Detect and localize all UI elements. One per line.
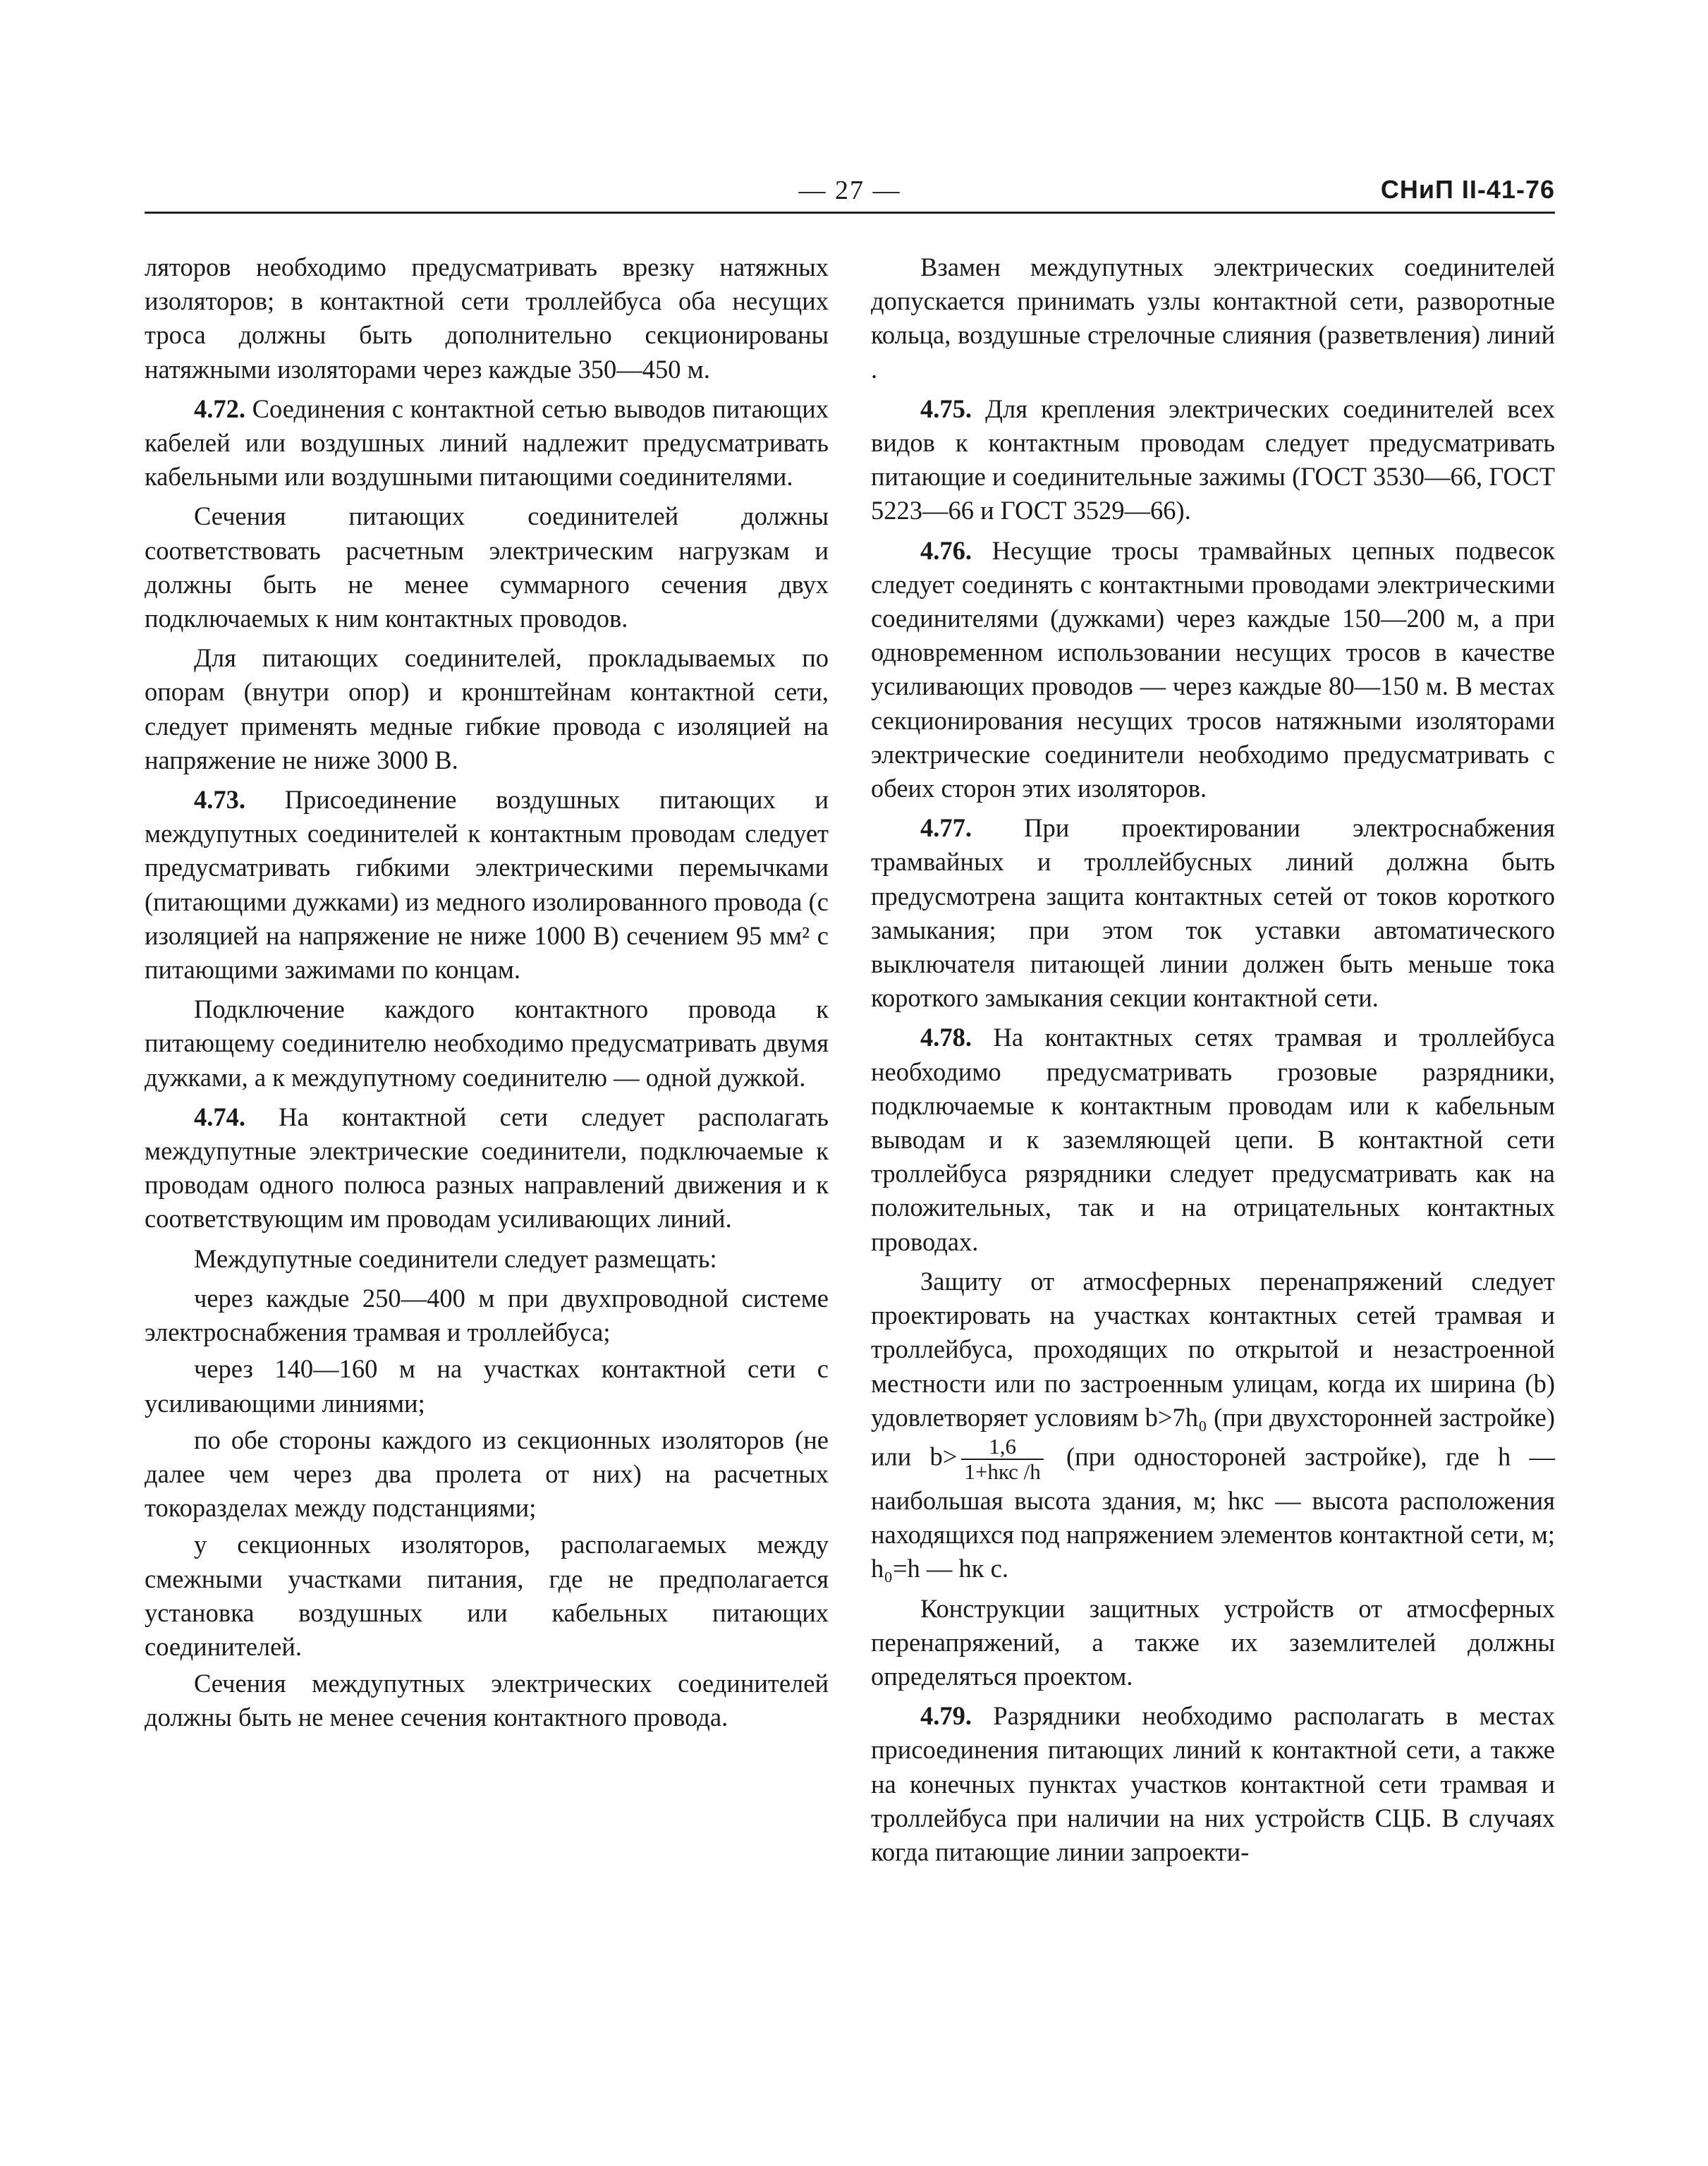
clause-4-79 <box>871 1699 1555 1869</box>
clause-number: 4.74. <box>194 1102 245 1131</box>
clause-text: При проектировании электроснабжения трамвайных и троллейбусных линий должна быть предусмотрена защита контактных сетей от токов короткого замыкания; при этом ток уставки автоматического выключателя питающей линии должен быть меньше тока короткого замыкания секции контактной сети. <box>871 813 1555 1013</box>
clause-number: 4.73. <box>194 785 245 815</box>
clause-4-77 <box>871 811 1555 1015</box>
paragraph-part: (при одностороней застройке), где h — наибольшая высота здания, м; hкс — высота расположения находящихся под напряжением элементов контактной сети, м; h₀=h — hк с. <box>871 1442 1555 1583</box>
fraction <box>961 1435 1043 1484</box>
paragraph: Междупутные соединители следует размещать: <box>194 1243 717 1273</box>
list-item: у секционных изоляторов, располагаемых между смежными участками питания, где не предполагается установка воздушных или кабельных питающих соединителей. <box>145 1530 829 1661</box>
clause-number: 4.76. <box>920 535 972 565</box>
paragraph-overvoltage <box>871 1265 1555 1586</box>
clause-4-72 <box>145 392 829 494</box>
clause-text: На контактной сети следует располагать междупутные электрические соединители, подключаемые к проводам одного полюса разных направлений движения и к соответствующим им проводам усиливающих линий. <box>145 1102 829 1234</box>
paragraph: ляторов необходимо предусматривать врезку натяжных изоляторов; в контактной сети троллейбуса оба несущих троса должны быть дополнительно секционированы натяжными изоляторами через каждые 350—450 м. <box>145 253 829 384</box>
clause-number: 4.78. <box>920 1023 972 1052</box>
clause-text: Несущие тросы трамвайных цепных подвесок следует соединять с контактными проводами электрическими соединителями (дужками) через каждые 150—200 м, а при одновременном использовании несущих тросов в качестве усиливающих проводов — через каждые 80—150 м. В местах секционирования несущих тросов натяжными изоляторами электрические соединители необходимо предусматривать с обеих сторон этих изоляторов. <box>871 535 1556 803</box>
paragraph-part: Защиту от атмосферных перенапряжений следует проектировать на участках контактных сетей трамвая и троллейбуса, проходящих по открытой и незастроенной местности или по застроенным улицам, когда их ширина (b) удовлетворяет условиям b>7h₀ (при двухсторонней застройке) или b> <box>871 1266 1555 1471</box>
right-column <box>871 250 1555 1875</box>
list-item: по обе стороны каждого из секционных изоляторов (не далее чем через два пролета от них) на расчетных токоразделах между подстанциями; <box>145 1425 829 1523</box>
clause-4-74 <box>145 1100 829 1236</box>
page-header <box>145 175 1555 217</box>
clause-4-73 <box>145 783 829 987</box>
clause-number: 4.75. <box>920 394 972 423</box>
paragraph: Сечения междупутных электрических соединителей должны быть не менее сечения контактного провода. <box>145 1669 829 1732</box>
fraction-numerator: 1,6 <box>961 1435 1043 1460</box>
clause-4-75 <box>871 392 1555 528</box>
clause-4-78 <box>871 1021 1555 1258</box>
list-item: через 140—160 м на участках контактной сети с усиливающими линиями; <box>145 1354 829 1418</box>
clause-number: 4.77. <box>920 813 972 843</box>
fraction-denominator: 1+hкс /h <box>964 1459 1041 1484</box>
document-code: СНиП II-41-76 <box>1380 175 1555 204</box>
clause-text: Для крепления электрических соединителей всех видов к контактным проводам следует предусматривать питающие и соединительные зажимы (ГОСТ 3530—66, ГОСТ 5223—66 и ГОСТ 3529—66). <box>871 394 1555 525</box>
clause-text: На контактных сетях трамвая и троллейбуса необходимо предусматривать грозовые разрядники, подключаемые к контактным проводам или к кабельным выводам и к заземляющей цепи. В контактной сети троллейбуса рязрядники следует предусматривать как на положительных, так и на отрицательных контактных проводах. <box>871 1023 1556 1256</box>
clause-text: Разрядники необходимо располагать в местах присоединения питающих линий к контактной сети, а также на конечных пунктах участков контактной сети трамвая и троллейбуса при наличии на них устройств СЦБ. В случаях когда питающие линии запроекти- <box>871 1701 1555 1866</box>
paragraph: Подключение каждого контактного провода к питающему соединителю необходимо предусматривать двумя дужками, а к междупутному соединителю — одной дужкой. <box>145 994 829 1092</box>
paragraph: Конструкции защитных устройств от атмосферных перенапряжений, а также их заземлителей должны определяться проектом. <box>871 1593 1555 1691</box>
clause-number: 4.79. <box>920 1701 972 1731</box>
clause-4-76 <box>871 534 1555 806</box>
page-number: — 27 — <box>798 176 901 205</box>
clause-text: Присоединение воздушных питающих и междупутных соединителей к контактным проводам следует предусматривать гибкими электрическими перемычками (питающими дужками) из медного изолированного провода (с изоляцией на напряжение не ниже 1000 В) сечением 95 мм² с питающими зажимами по концам. <box>145 785 829 985</box>
paragraph: Сечения питающих соединителей должны соответствовать расчетным электрическим нагрузкам и должны быть не менее суммарного сечения двух подключаемых к ним контактных проводов. <box>145 501 829 633</box>
clause-text: Соединения с контактной сетью выводов питающих кабелей или воздушных линий надлежит предусматривать кабельными или воздушными питающими соединителями. <box>145 394 829 492</box>
header-rule <box>145 212 1555 214</box>
clause-number: 4.72. <box>194 394 245 423</box>
left-column <box>145 250 829 1741</box>
list-item: через каждые 250—400 м при двухпроводной системе электроснабжения трамвая и троллейбуса; <box>145 1283 829 1347</box>
paragraph: Взамен междупутных электрических соединителей допускается принимать узлы контактной сети, разворотные кольца, воздушные стрелочные слияния (разветвления) линий . <box>871 253 1555 384</box>
paragraph: Для питающих соединителей, прокладываемых по опорам (внутри опор) и кронштейнам контактной сети, следует применять медные гибкие провода с изоляцией на напряжение не ниже 3000 В. <box>145 643 829 774</box>
